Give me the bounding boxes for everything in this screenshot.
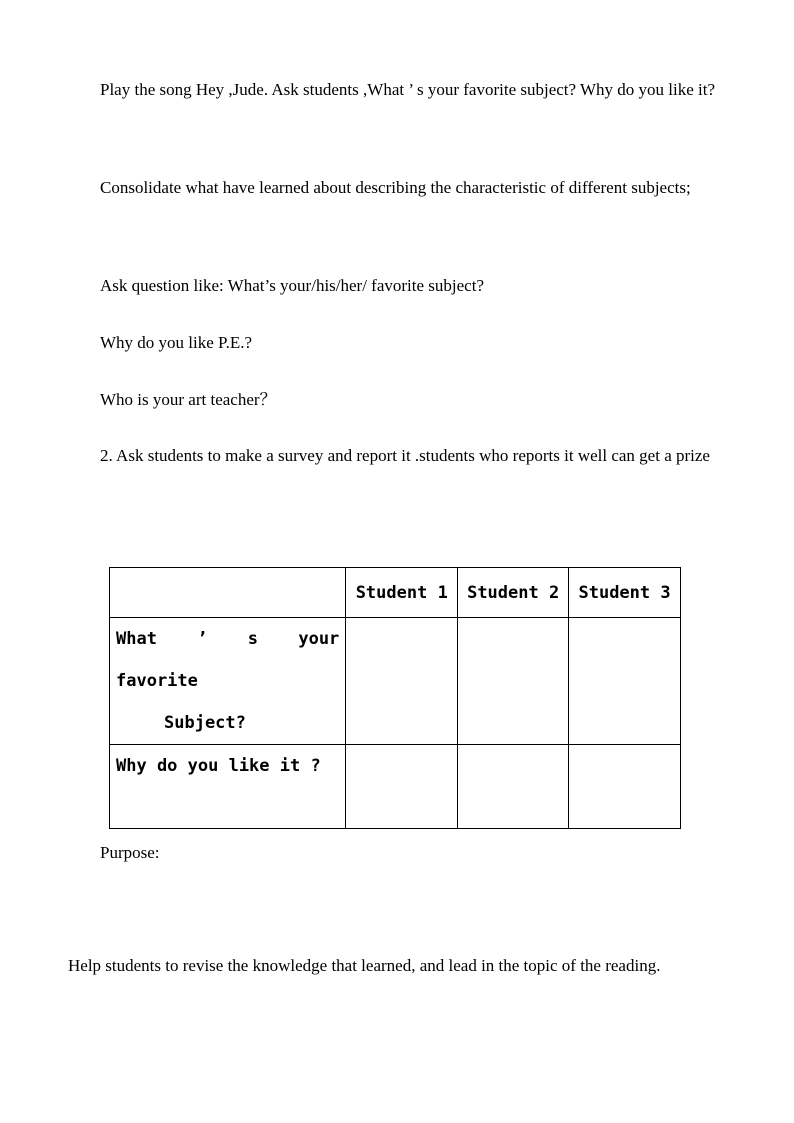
answer-cell[interactable]: [458, 745, 569, 829]
intro-paragraph: Play the song Hey ,Jude. Ask students ,What ’ s your favorite subject? Why do you like it?: [100, 80, 716, 99]
question-cell-favorite-subject: [110, 618, 346, 745]
question-line: Subject?: [164, 713, 246, 733]
why-pe-paragraph: Why do you like P.E.?: [100, 333, 253, 352]
survey-table: [109, 567, 681, 829]
table-header-cell: Student 2: [458, 568, 569, 618]
table-header-cell: Student 3: [569, 568, 681, 618]
question-word: What: [116, 629, 157, 649]
art-teacher-paragraph: Who is your art teacher？: [100, 390, 277, 409]
question-word: ’: [197, 629, 208, 649]
answer-cell[interactable]: [346, 745, 458, 829]
purpose-paragraph: Help students to revise the knowledge that learned, and lead in the topic of the reading.: [68, 956, 661, 975]
question-line: favorite: [116, 671, 198, 691]
answer-cell[interactable]: [569, 618, 681, 745]
answer-cell[interactable]: [458, 618, 569, 745]
table-header-cell: [110, 568, 346, 618]
purpose-label: Purpose:: [100, 843, 160, 862]
question-word: your: [298, 629, 340, 649]
table-row: [110, 745, 681, 829]
survey-instruction-paragraph: 2. Ask students to make a survey and report it .students who reports it well can get a prize: [100, 446, 710, 465]
table-header-row: [110, 568, 681, 618]
question-line: [116, 618, 339, 660]
consolidate-paragraph: Consolidate what have learned about describing the characteristic of different subjects;: [100, 178, 691, 197]
table-header-cell: Student 1: [346, 568, 458, 618]
question-word: s: [247, 629, 259, 649]
ask-question-paragraph: Ask question like: What’s your/his/her/ favorite subject?: [100, 276, 484, 295]
question-cell-why: Why do you like it ?: [110, 745, 346, 829]
table-row: [110, 618, 681, 745]
answer-cell[interactable]: [569, 745, 681, 829]
answer-cell[interactable]: [346, 618, 458, 745]
